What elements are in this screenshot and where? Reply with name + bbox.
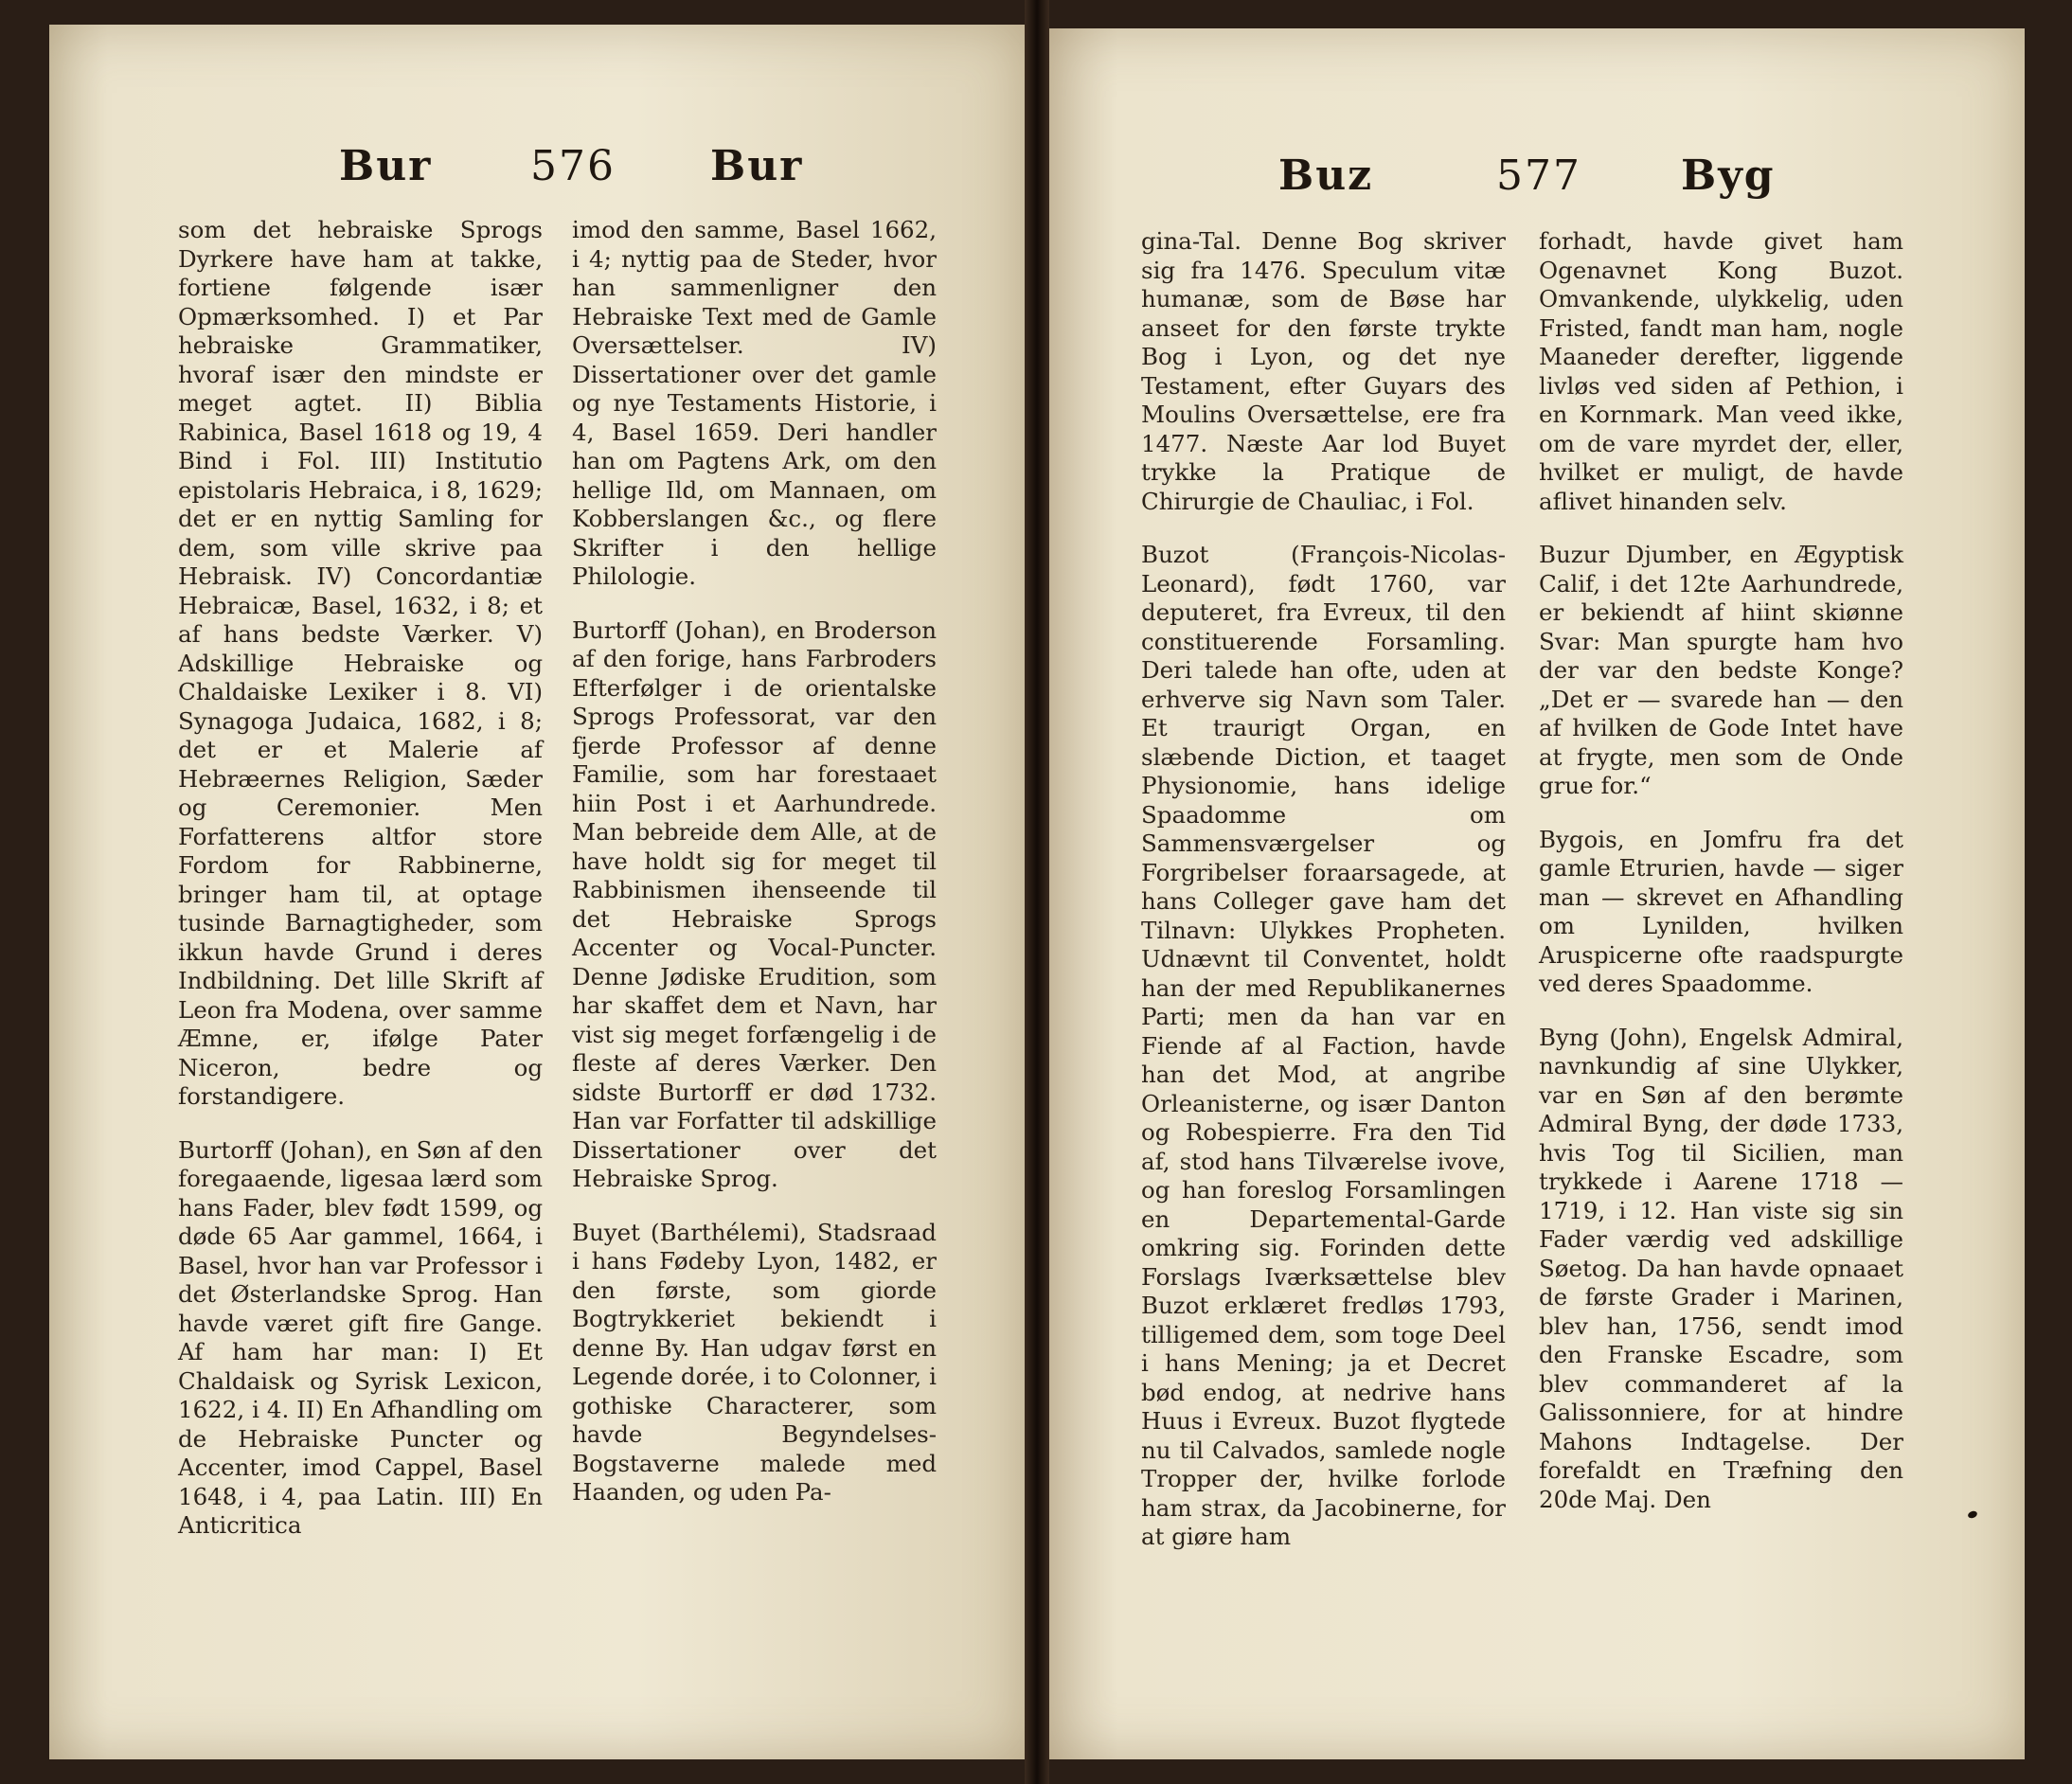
left-running-head-left: Bur: [339, 142, 433, 190]
right-page-number: 577: [1496, 152, 1581, 200]
left-page-number: 576: [530, 142, 616, 190]
entry-paragraph: gina-Tal. Denne Bog skriver sig fra 1476. Speculum vitæ humanæ, som de Bøse har anseet for den første trykte Bog i Lyon, og det nye Testament, efter Guyars des Moulins Oversættelse, ere fra 1477. Næste Aar lod Buyet trykke la Pratique de Chirurgie de Chauliac, i Fol.: [1141, 227, 1506, 515]
left-page-column-2: [572, 216, 937, 1532]
left-page-column-1: [178, 216, 543, 1565]
entry-paragraph: Burtorff (Johan), en Søn af den foregaaende, ligesaa lærd som hans Fader, blev født 1599, og døde 65 Aar gammel, 1664, i Basel, hvor han var Professor i det Østerlandske Sprog. Han havde været gift fire Gange. Af ham har man: I) Et Chaldaisk og Syrisk Lexicon, 1622, i 4. II) En Afhandling om de Hebraiske Puncter og Accenter, imod Cappel, Basel 1648, i 4, paa Latin. III) En Anticritica: [178, 1135, 543, 1539]
entry-paragraph: Buyet (Barthélemi), Stadsraad i hans Fødeby Lyon, 1482, er den første, som giorde Bogtrykkeriet bekiendt i denne By. Han udgav først en Legende dorée, i to Colonner, i gothiske Characterer, som havde Begyndelses-Bogstaverne malede med Haanden, og uden Pa-: [572, 1218, 937, 1506]
right-page-column-1: [1141, 227, 1506, 1577]
right-page-column-2: [1539, 227, 1903, 1539]
book-gutter: [1025, 0, 1049, 1784]
right-running-head-right: Byg: [1681, 152, 1776, 200]
entry-paragraph: forhadt, havde givet ham Ogenavnet Kong Buzot. Omvankende, ulykkelig, uden Fristed, fandt man ham, nogle Maaneder derefter, liggende livløs ved siden af Pethion, i en Kornmark. Man veed ikke, om de vare myrdet der, eller, hvilket er muligt, de havde aflivet hinanden selv.: [1539, 227, 1903, 515]
entry-paragraph: Buzot (François-Nicolas-Leonard), født 1760, var deputeret, fra Evreux, til den constituerende Forsamling. Deri talede han ofte, uden at erhverve sig Navn som Taler. Et traurigt Organ, en slæbende Diction, et taaget Physionomie, hans idelige Spaadomme om Sammensværgelser og Forgribelser foraarsagede, at hans Colleger gave ham det Tilnavn: Ulykkes Propheten. Udnævnt til Conventet, holdt han der med Republikanernes Parti; men da han var en Fiende af al Faction, havde han det Mod, at angribe Orleanisterne, og især Danton og Robespierre. Fra den Tid af, stod hans Tilværelse ivove, og han foreslog Forsamlingen en Departemental-Garde omkring sig. Forinden dette Forslags Iværksættelse blev Buzot erklæret fredløs 1793, tilligemed dem, som toge Deel i hans Mening; ja et Decret bød endog, at nedrive hans Huus i Evreux. Buzot flygtede nu til Calvados, samlede nogle Tropper der, hvilke forlode ham strax, da Jacobinerne, for at giøre ham: [1141, 541, 1506, 1550]
entry-paragraph: Burtorff (Johan), en Broderson af den forige, hans Farbroders Efterfølger i de orientalske Sprogs Professorat, var den fjerde Professor af denne Familie, som har forestaaet hiin Post i et Aarhundrede. Man bebreide dem Alle, at de have holdt sig for meget til Rabbinismen ihenseende til det Hebraiske Sprogs Accenter og Vocal-Puncter. Denne Jødiske Erudition, som har skaffet dem et Navn, har vist sig meget forfængelig i de fleste af deres Værker. Den sidste Burtorff er død 1732. Han var Forfatter til adskillige Dissertationer over det Hebraiske Sprog.: [572, 615, 937, 1192]
left-running-head-right: Bur: [710, 142, 804, 190]
entry-paragraph: som det hebraiske Sprogs Dyrkere have ham at takke, fortiene følgende især Opmærksomhed. I) et Par hebraiske Grammatiker, hvoraf især den mindste er meget agtet. II) Biblia Rabinica, Basel 1618 og 19, 4 Bind i Fol. III) Institutio epistolaris Hebraica, i 8, 1629; det er en nyttig Samling for dem, som ville skrive paa Hebraisk. IV) Concordantiæ Hebraicæ, Basel, 1632, i 8; et af hans bedste Værker. V) Adskillige Hebraiske og Chaldaiske Lexiker i 8. VI) Synagoga Judaica, 1682, i 8; det er et Malerie af Hebræernes Religion, Sæder og Ceremonier. Men Forfatterens altfor store Fordom for Rabbinerne, bringer ham til, at optage tusinde Barnagtigheder, som ikkun havde Grund i deres Indbildning. Det lille Skrift af Leon fra Modena, over samme Æmne, er, ifølge Pater Niceron, bedre og forstandigere.: [178, 216, 543, 1110]
entry-paragraph: Buzur Djumber, en Ægyptisk Calif, i det 12te Aarhundrede, er bekiendt af hiint skiønne Svar: Man spurgte ham hvo der var den bedste Konge? „Det er — svarede han — den af hvilken de Gode Intet have at frygte, men som de Onde grue for.“: [1539, 541, 1903, 799]
entry-paragraph: imod den samme, Basel 1662, i 4; nyttig paa de Steder, hvor han sammenligner den Hebraiske Text med de Gamle Oversættelser. IV) Dissertationer over det gamle og nye Testaments Historie, i 4, Basel 1659. Deri handler han om Pagtens Ark, om den hellige Ild, om Mannaen, om Kobberslangen &c., og flere Skrifter i den hellige Philologie.: [572, 216, 937, 590]
right-running-head-left: Buz: [1278, 152, 1374, 200]
entry-paragraph: Bygois, en Jomfru fra det gamle Etrurien, havde — siger man — skrevet en Afhandling om Lynilden, hvilken Aruspicerne ofte raadspurgte ved deres Spaadomme.: [1539, 825, 1903, 997]
entry-paragraph: Byng (John), Engelsk Admiral, navnkundig af sine Ulykker, var en Søn af den berømte Admiral Byng, der døde 1733, hvis Tog til Sicilien, man trykkede i Aarene 1718 — 1719, i 12. Han viste sig sin Fader værdig ved adskillige Søetog. Da han havde opnaaet de første Grader i Marinen, blev han, 1756, sendt imod den Franske Escadre, som blev commanderet af la Galissonniere, for at hindre Mahons Indtagelse. Der forefaldt en Træfning den 20de Maj. Den: [1539, 1023, 1903, 1513]
